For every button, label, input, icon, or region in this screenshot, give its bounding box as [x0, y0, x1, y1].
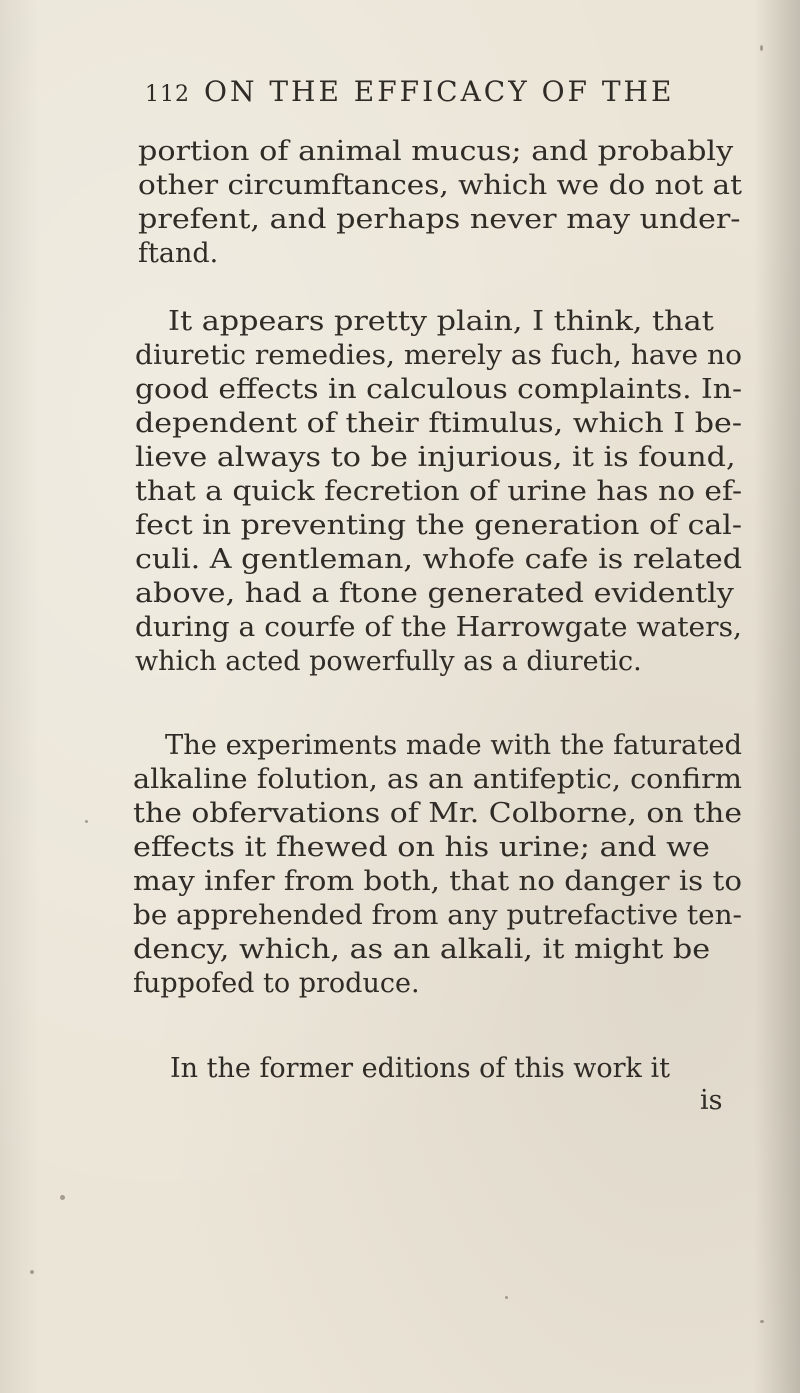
- text-line: alkaline folution, as an antifeptic, confirm: [133, 764, 743, 795]
- text-line: that a quick fecretion of urine has no ef-: [135, 476, 742, 507]
- text-line: culi. A gentleman, whofe cafe is related: [135, 544, 743, 575]
- text-line: dependent of their ftimulus, which I be-: [135, 408, 743, 439]
- text-line: during a courfe of the Harrowgate waters,: [135, 612, 742, 643]
- paper-speck: [85, 820, 88, 823]
- text-line: prefent, and perhaps never may under-: [138, 204, 741, 235]
- page-number: 112: [145, 82, 190, 107]
- text-line: fect in preventing the generation of cal-: [135, 510, 743, 541]
- text-line: other circumftances, which we do not at: [138, 170, 742, 201]
- paper-speck: [60, 1195, 65, 1200]
- text-line: be apprehended from any putrefactive ten-: [133, 900, 742, 931]
- paper-speck: [760, 45, 763, 51]
- text-line: In the former editions of this work it: [170, 1053, 670, 1084]
- paper-speck: [505, 1296, 508, 1299]
- running-head: [145, 75, 674, 108]
- text-line: fuppofed to produce.: [133, 968, 420, 999]
- text-line: which acted powerfully as a diuretic.: [135, 646, 642, 677]
- text-line: ftand.: [138, 238, 219, 269]
- text-line: diuretic remedies, merely as fuch, have no: [135, 340, 742, 371]
- text-line: above, had a ftone generated evidently: [135, 578, 734, 609]
- gutter-shadow: [0, 0, 40, 1393]
- running-title: ON THE EFFICACY OF THE: [204, 75, 675, 108]
- text-line: dency, which, as an alkali, it might be: [133, 934, 711, 965]
- text-line: effects it fhewed on his urine; and we: [133, 832, 710, 863]
- catchword: is: [700, 1085, 723, 1116]
- text-line: portion of animal mucus; and probably: [138, 136, 734, 167]
- paper-speck: [30, 1270, 34, 1274]
- text-line: the obfervations of Mr. Colborne, on the: [133, 798, 743, 829]
- text-line: lieve always to be injurious, it is found,: [135, 442, 736, 473]
- text-line: may infer from both, that no danger is to: [133, 866, 742, 897]
- page-edge-shadow: [754, 0, 800, 1393]
- text-line: It appears pretty plain, I think, that: [168, 306, 714, 337]
- paper-speck: [760, 1320, 764, 1323]
- text-line: The experiments made with the faturated: [165, 730, 742, 761]
- text-line: good effects in calculous complaints. In-: [135, 374, 743, 405]
